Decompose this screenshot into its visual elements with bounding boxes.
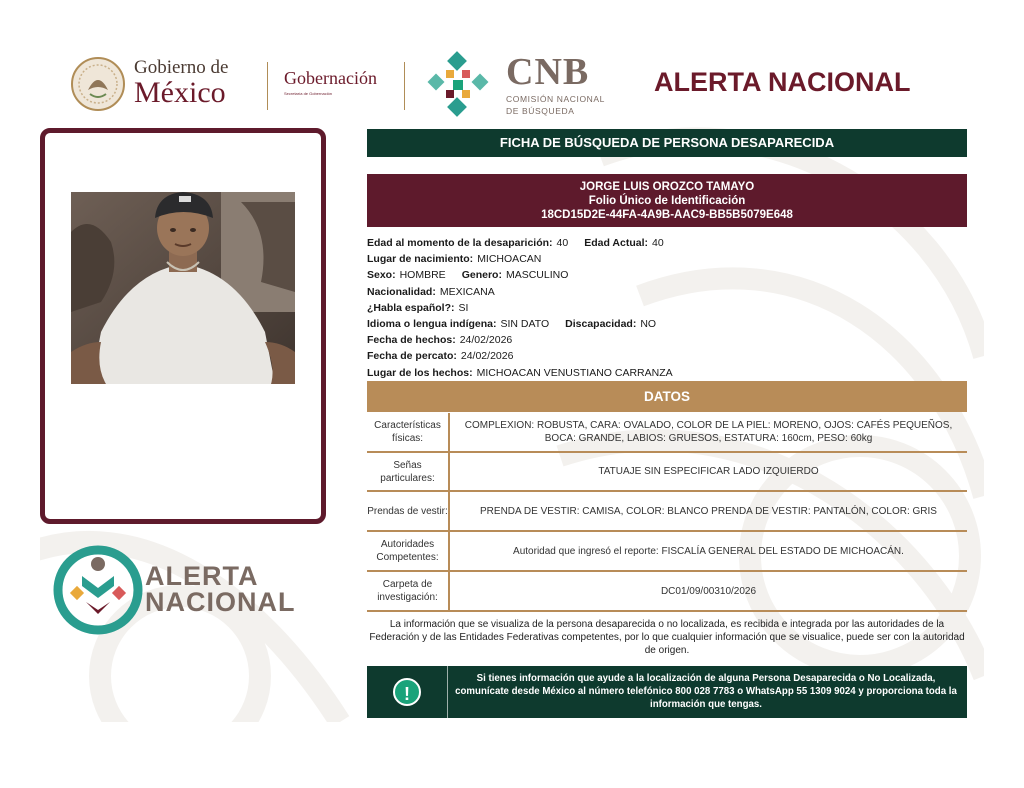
search-poster xyxy=(40,36,984,722)
info-row-edad xyxy=(367,235,967,251)
lugar-hechos-label: Lugar de los hechos: xyxy=(367,366,473,379)
datos-label: Prendas de vestir: xyxy=(367,491,449,531)
datos-value: DC01/09/00310/2026 xyxy=(449,571,967,611)
lugar-nacimiento-value: MICHOACAN xyxy=(477,253,542,266)
contact-message: Si tienes información que ayude a la localización de alguna Persona Desaparecida o No Localizada, comunícate desde México al número telefónico 800 028 7783 o WhatsApp 55 1309 9024 y proporciona toda la información que tengas. xyxy=(455,673,957,710)
table-row xyxy=(367,491,967,531)
gobernacion-subtext: Secretaría de Gobernación xyxy=(284,91,333,96)
alert-exclamation-icon: ! xyxy=(393,678,421,706)
datos-label: Autoridades Competentes: xyxy=(367,531,449,571)
table-row xyxy=(367,452,967,491)
cnb-text: CNB xyxy=(506,51,590,93)
fecha-hechos-label: Fecha de hechos: xyxy=(367,334,456,347)
gobernacion-text: Gobernación xyxy=(284,68,377,88)
habla-value: SI xyxy=(458,301,469,314)
fecha-hechos-value: 24/02/2026 xyxy=(459,334,513,347)
datos-table xyxy=(367,413,967,612)
datos-value: Autoridad que ingresó el reporte: FISCALÍA GENERAL DEL ESTADO DE MICHOACÁN. xyxy=(449,531,967,571)
alerta-wordmark-line2: NACIONAL xyxy=(145,587,296,617)
fecha-percato-label: Fecha de percato: xyxy=(367,350,457,363)
info-row-fecha-hechos xyxy=(367,332,967,348)
datos-title-bar: DATOS xyxy=(367,381,967,412)
datos-value: TATUAJE SIN ESPECIFICAR LADO IZQUIERDO xyxy=(449,452,967,491)
table-row xyxy=(367,571,967,611)
edad-desaparicion-value: 40 xyxy=(556,237,569,249)
contact-footer xyxy=(367,666,967,718)
edad-desaparicion-label: Edad al momento de la desaparición: xyxy=(367,237,553,249)
alerta-nacional-title: ALERTA NACIONAL xyxy=(654,67,911,97)
idioma-label: Idioma o lengua indígena: xyxy=(367,318,497,331)
lugar-nacimiento-label: Lugar de nacimiento: xyxy=(367,253,474,266)
alerta-nacional-emblem-icon xyxy=(50,542,146,638)
sexo-value: HOMBRE xyxy=(399,269,446,282)
discapacidad-value: NO xyxy=(640,318,657,331)
discapacidad-label: Discapacidad: xyxy=(565,318,637,331)
photo-frame xyxy=(40,128,326,524)
info-row-sexo xyxy=(367,267,967,283)
folio-label: Folio Único de Identificación xyxy=(588,195,746,207)
edad-actual-label: Edad Actual: xyxy=(584,237,649,249)
sexo-label: Sexo: xyxy=(367,269,396,282)
ficha-title-bar: FICHA DE BÚSQUEDA DE PERSONA DESAPARECIDA xyxy=(367,129,967,157)
alerta-wordmark-line1: ALERTA xyxy=(145,561,259,591)
fecha-percato-value: 24/02/2026 xyxy=(460,350,514,363)
info-row-lugar-hechos xyxy=(367,365,967,381)
footer-divider xyxy=(447,666,448,718)
cnb-logo xyxy=(506,52,605,116)
nacionalidad-label: Nacionalidad: xyxy=(367,285,436,298)
edad-actual-value: 40 xyxy=(652,237,664,249)
gobierno-line1: Gobierno de xyxy=(134,57,229,78)
folio-value: 18CD15D2E-44FA-4A9B-AAC9-BB5B5079E648 xyxy=(541,209,793,221)
genero-value: MASCULINO xyxy=(505,269,569,282)
header-divider xyxy=(404,62,405,110)
gobernacion-logo xyxy=(284,68,377,96)
alerta-nacional-wordmark xyxy=(145,563,296,615)
datos-value: COMPLEXION: ROBUSTA, CARA: OVALADO, COLOR DE LA PIEL: MORENO, OJOS: CAFÉS PEQUEÑOS, BOCA: GRANDE, LABIOS: GRUESOS, ESTATURA: 160cm, PESO: 60kg xyxy=(449,413,967,452)
cnb-subtext-line1: COMISIÓN NACIONAL xyxy=(506,94,605,104)
person-name-box xyxy=(367,174,967,227)
disclaimer-text: La información que se visualiza de la persona desaparecida o no localizada, es recibida e integrada por las autoridades de la Federación y de las Entidades Federativas competentes, por lo que cualquier información que se visualice, puede ser con la autoridad de origen. xyxy=(369,619,965,656)
info-row-idioma xyxy=(367,316,967,332)
person-photo xyxy=(71,192,295,384)
idioma-value: SIN DATO xyxy=(500,318,550,331)
nacionalidad-value: MEXICANA xyxy=(439,285,495,298)
info-row-fecha-percato xyxy=(367,348,967,364)
info-row-habla xyxy=(367,300,967,316)
lugar-hechos-value: MICHOACAN VENUSTIANO CARRANZA xyxy=(476,366,673,379)
genero-label: Genero: xyxy=(461,269,502,282)
datos-value: PRENDA DE VESTIR: CAMISA, COLOR: BLANCO PRENDA DE VESTIR: PANTALÓN, COLOR: GRIS xyxy=(449,491,967,531)
cnb-emblem-icon xyxy=(422,50,494,122)
table-row xyxy=(367,413,967,452)
person-name: JORGE LUIS OROZCO TAMAYO xyxy=(579,181,755,193)
cnb-subtext-line2: DE BÚSQUEDA xyxy=(506,106,575,116)
gobierno-de-mexico-logo xyxy=(134,58,264,108)
habla-label: ¿Habla español?: xyxy=(367,301,455,314)
info-row-nacimiento xyxy=(367,251,967,267)
gobierno-line2: México xyxy=(134,76,226,109)
info-row-nacionalidad xyxy=(367,284,967,300)
header-divider xyxy=(267,62,268,110)
datos-label: Señas particulares: xyxy=(367,452,449,491)
person-info xyxy=(367,235,967,381)
escudo-nacional-icon xyxy=(70,56,126,112)
datos-label: Carpeta de investigación: xyxy=(367,571,449,611)
datos-label: Características físicas: xyxy=(367,413,449,452)
table-row xyxy=(367,531,967,571)
